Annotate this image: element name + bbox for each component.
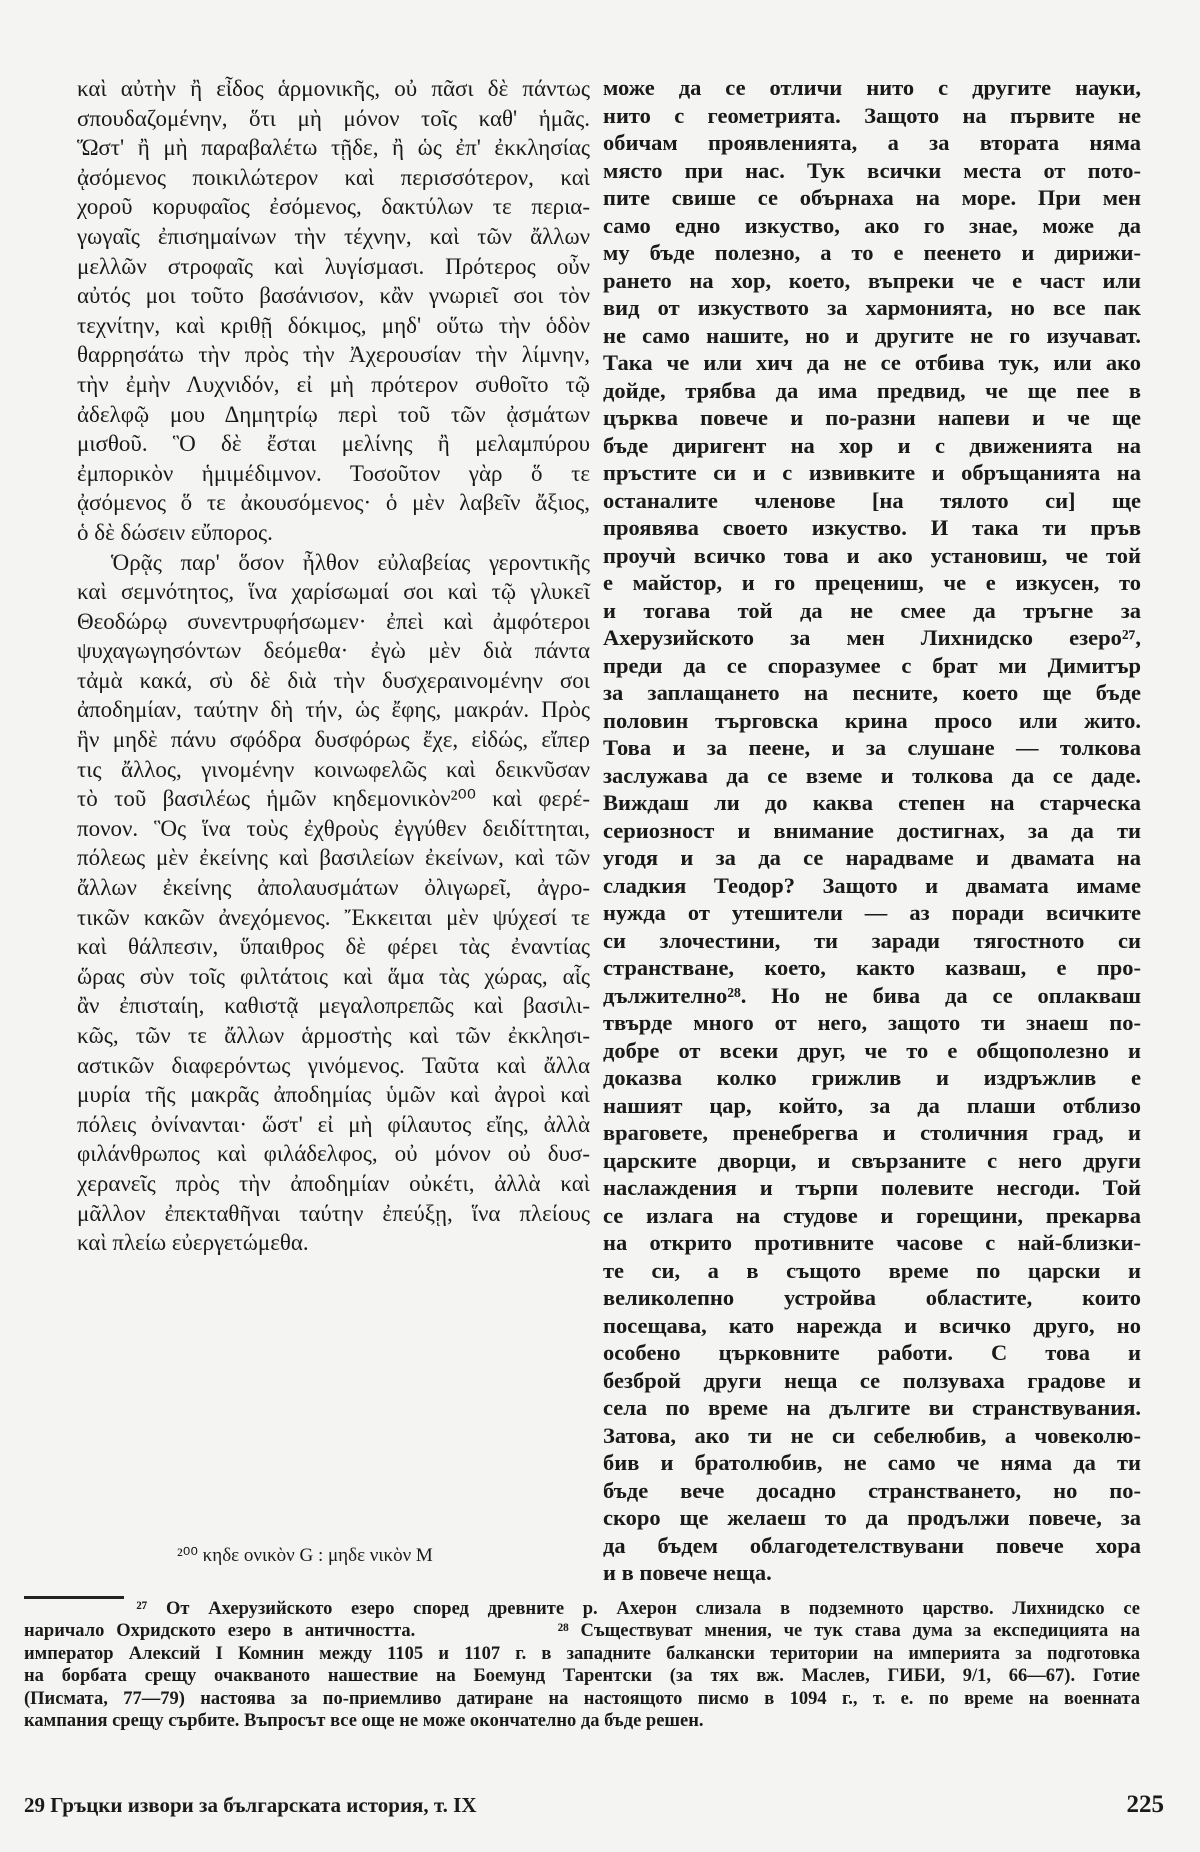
text-line: τἀμὰ κακά, σὺ δὲ διὰ τὴν δυσχεραινομένην σοι — [77, 667, 590, 693]
text-line: αστικῶν διαφερόντως γινόμενος. Ταῦτα καὶ ἄλλα — [77, 1052, 590, 1078]
text-line: посещава, като нарежда и всичко друго, но — [603, 1312, 1141, 1338]
text-line: бъде вече досадно странстването, но по- — [603, 1477, 1141, 1503]
text-line: αὐτός μοι τοῦτο βασάνισον, κἂν γνωριεῖ σοι τὸν — [77, 283, 590, 309]
text-line: τις ἄλλος, γινομένην κοινωφελῶς καὶ δεικνῦσαν — [77, 756, 590, 782]
text-line: ἐμπορικὸν ἡμιμέδιμνον. Τοσοῦτον γὰρ ὅ τε — [77, 460, 590, 486]
text-line: ψυχαγωγησόντων δεόμεθα· ἐγὼ μὲν διὰ πάντα — [77, 638, 590, 664]
text-line: доказва колко грижлив и издръжлив е — [603, 1065, 1141, 1090]
text-line: Това и за пеене, и за слушане — толкова — [603, 735, 1141, 760]
text-line: Ахерузийското за мен Лихнидско езеро²⁷, — [603, 625, 1141, 650]
text-line: проявява своето изкуство. И така ти пръв — [603, 515, 1141, 540]
text-line: да бъдем облагодетелствувани повече хора — [603, 1532, 1141, 1558]
text-line: ἀποδημίαν, ταύτην δὴ τήν, ὡς ἔφης, μακράν. Πρὸς — [77, 697, 590, 723]
text-line: τικῶν κακῶν ἀνεχόμενος. Ἔκκειται μὲν ψύχεσί τε — [77, 904, 590, 930]
text-line: останалите членове [на тялото си] ще — [603, 487, 1141, 513]
text-line: ἂν ἐπισταίη, καθιστᾷ μεγαλοπρεπῶς καὶ βασιλι- — [77, 993, 590, 1019]
text-line: χερανεῖς πρὸς τὴν ἀποδημίαν οὐκέτι, ἀλλὰ καὶ — [77, 1170, 590, 1196]
text-line: пите свише се обърнаха на море. При мен — [603, 185, 1141, 210]
text-line: угодя и за да се нарадваме и двамата на — [603, 845, 1141, 870]
text-line: καὶ αὐτὴν ἢ εἶδος ἁρμονικῆς, οὐ πᾶσι δὲ πάντως — [77, 76, 590, 101]
text-line: καὶ θάλπεσιν, ὕπαιθρος δὲ φέρει τὰς ἐναντίας — [77, 934, 590, 960]
text-line: враговете, пренебрегва и столичния град, и — [603, 1120, 1141, 1145]
text-line: μισθοῦ. Ὃ δὲ ἔσται μελίνης ἢ μελαμπύρου — [77, 431, 590, 457]
text-line: добре от всеки друг, че то е общополезно и — [603, 1037, 1141, 1063]
text-line: може да се отличи нито с другите науки, — [603, 75, 1141, 100]
text-line: сладкия Теодор? Защото и двамата имаме — [603, 872, 1141, 898]
text-line: ᾀσόμενος ποικιλώτερον καὶ περισσότερον, καὶ — [77, 164, 590, 190]
text-line: ὥρας σὺν τοῖς φιλτάτοις καὶ ἅμα τὰς χώρας, αἷς — [77, 963, 590, 989]
text-line: на открито противните часове с най-близки- — [603, 1230, 1141, 1255]
text-line: място при нас. Тук всички места от пото- — [603, 157, 1141, 183]
text-line: твърде много от него, защото ти знаеш по- — [603, 1010, 1141, 1035]
footnote-line: (Писмата, 77—79) настоява за по-приемливо датиране на настоящото писмо в 1094 г., т. е. по време на военната — [24, 1688, 1140, 1709]
text-line: рането на хор, което, въпреки че е част или — [603, 267, 1141, 293]
text-line: му бъде полезно, а то е пеенето и дирижи- — [603, 240, 1141, 265]
text-line: χοροῦ κορυφαῖος ἐσόμενος, δακτύλων τε περια- — [77, 194, 590, 220]
text-line: Така че или хич да не се отбива тук, или ако — [603, 350, 1141, 375]
text-line: села по време на дългите ви странствувания. — [603, 1395, 1141, 1420]
text-line: πόλεως μὲν ἐκείνης καὶ βασιλείων ἐκείνων, καὶ τῶν — [77, 845, 590, 871]
text-line: обичам проявленията, а за втората няма — [603, 130, 1141, 155]
text-line: бъде диригент на хор и с движенията на — [603, 432, 1141, 458]
text-line: половин търговска крина просо или жито. — [603, 707, 1141, 733]
text-line: πόλεις ὀνίνανται· ὥστ' εἰ μὴ φίλαυτος εἴης, ἀλλὰ — [77, 1111, 590, 1137]
text-line: дължително²⁸. Но не бива да се оплакваш — [603, 982, 1141, 1008]
text-line: дойде, трябва да има предвид, че ще пее в — [603, 377, 1141, 403]
text-line: καὶ σεμνότητος, ἵνα χαρίσωμαί σοι καὶ τῷ γλυκεῖ — [77, 579, 590, 605]
text-line: Ὁρᾷς παρ' ὅσον ἦλθον εὐλαβείας γεροντικῆς — [111, 549, 590, 575]
page-number: 225 — [1126, 1791, 1164, 1818]
text-line: особено църковните работи. С това и — [603, 1340, 1141, 1365]
bulgarian-translation-column — [603, 74, 1141, 1587]
text-line: Θεοδώρῳ συνεντρυφήσωμεν· ἐπεὶ καὶ ἀμφότεροι — [77, 608, 590, 634]
text-line: γωγαῖς ἐπισημαίνων τὴν τέχνην, καὶ τῶν ἄλλων — [77, 223, 590, 249]
greek-text-column — [77, 74, 590, 1258]
text-line: πονον. Ὃς ἵνα τοὺς ἐχθροὺς ἐγγύθεν δειδίττηται, — [77, 815, 590, 841]
text-line: τὸ τοῦ βασιλέως ἡμῶν κηδεμονικὸν²⁰⁰ καὶ φερέ- — [77, 786, 590, 812]
text-line: великолепно устройва областите, които — [603, 1285, 1141, 1310]
text-line: ἀδελφῷ μου Δημητρίῳ περὶ τοῦ τῶν ᾀσμάτων — [77, 401, 590, 427]
footnote-line: император Алексий I Комнин между 1105 и 1107 г. в западните балкански територии на империята за подготовка — [24, 1643, 1140, 1664]
text-line: странстване, което, както казваш, е про- — [603, 955, 1141, 980]
text-line: за заплащането на песните, което ще бъде — [603, 680, 1141, 705]
text-line: нашият цар, който, за да плаши отблизо — [603, 1092, 1141, 1118]
footnotes — [24, 1598, 1140, 1732]
text-line: не само нашите, но и другите не го изучават. — [603, 322, 1141, 348]
text-line: μᾶλλον ἐπεκταθῆναι ταύτην ἐπεύξῃ, ἵνα πλείους — [77, 1200, 590, 1226]
text-line: само едно изкуство, ако го знае, може да — [603, 212, 1141, 238]
text-line: се излага на студове и горещини, прекарва — [603, 1202, 1141, 1228]
text-line: Затова, ако ти не си себелюбив, а човеколю- — [603, 1422, 1141, 1448]
text-line: ᾀσόμενος ὅ τε ἀκουσόμενος· ὁ μὲν λαβεῖν ἄξιος, — [77, 490, 590, 516]
text-line: си злочестини, ти заради тягостното си — [603, 927, 1141, 953]
text-line: ἣν μηδὲ πάνυ σφόδρα δυσφόρως ἔχε, εἰδώς, εἴπερ — [77, 727, 590, 753]
text-line: е майстор, и го прецениш, че е изкусен, то — [603, 570, 1141, 595]
text-line: вид от изкуството за хармонията, но все пак — [603, 295, 1141, 320]
text-line: църква повече и по-разни напеви и че ще — [603, 405, 1141, 430]
text-line: заслужава да се вземе и толкова да се даде. — [603, 762, 1141, 788]
text-line: нито с геометрията. Защото на първите не — [603, 102, 1141, 128]
text-line: и тогава той да не смее да тръгне за — [603, 597, 1141, 623]
text-line: наслаждения и търпи полевите несгоди. Той — [603, 1175, 1141, 1200]
text-line: безброй други неща се ползуваха градове и — [603, 1367, 1141, 1393]
text-line: ἄλλων ἐκείνης ἀπολαυσμάτων ὀλιγωρεῖ, ἀγρο- — [77, 875, 590, 901]
text-line: μελλῶν στροφαῖς καὶ λυγίσμασι. Πρότερος οὖν — [77, 253, 590, 279]
text-line: пръстите си и с извивките и обръщанията на — [603, 460, 1141, 485]
text-line: царските дворци, и свързаните с него други — [603, 1147, 1141, 1173]
text-line: скоро ще желаеш то да продължи повече, за — [603, 1505, 1141, 1530]
text-line: θαρρησάτω τὴν πρὸς τὴν Ἀχερουσίαν τὴν λίμνην, — [77, 342, 590, 368]
text-line: и в повече неща. — [603, 1560, 772, 1585]
text-line: ὁ δὲ δώσειν εὔπορος. — [77, 519, 273, 545]
text-line: μυρία τῆς μακρᾶς ἀποδημίας ὑμῶν καὶ ἀγροὶ καὶ — [77, 1082, 590, 1108]
text-line: нужда от утешители — аз поради всичките — [603, 900, 1141, 925]
text-line: те си, а в същото време по царски и — [603, 1257, 1141, 1283]
text-line: τὴν ἐμὴν Λυχνιδόν, εἰ μὴ πρότερον συθοῖτο τῷ — [77, 371, 590, 397]
footnote-line: наричало Охридското езеро в античността. ²⁸ Съществуват мнения, че тук става дума за експедицията на — [24, 1621, 1140, 1642]
book-signature-title: 29 Гръцки извори за българската история, т. IX — [24, 1793, 477, 1817]
text-line: κῶς, τῶν τε ἄλλων ἁρμοστὴς καὶ τῶν ἐκκλησι- — [77, 1023, 590, 1048]
footnote-line: на борбата срещу очакваното нашествие на Боемунд Тарентски (за тях вж. Маслев, ГИБИ, 9/1, 66—67). Готие — [24, 1666, 1140, 1687]
footnote-line: ²⁷ От Ахерузийското езеро според древните р. Ахерон слизала в подземното царство. Лихнидско се — [24, 1599, 1140, 1619]
text-line: Ὥστ' ἢ μὴ παραβαλέτω τῇδε, ἢ ὡς ἐπ' ἐκκλησίας — [77, 135, 590, 161]
critical-apparatus-note: ²⁰⁰ κηδε ονικὸν G : μηδε νικὸν M — [177, 1545, 433, 1566]
text-line: проучѝ всичко това и ако установиш, че той — [603, 542, 1141, 568]
text-line: бив и братолюбив, не само че няма да ти — [603, 1450, 1141, 1475]
text-line: преди да се споразумее с брат ми Димитър — [603, 652, 1141, 678]
text-line: Виждаш ли до каква степен на старческа — [603, 790, 1141, 815]
text-line: τεχνίτην, καὶ κριθῇ δόκιμος, μηδ' οὕτω τὴν ὁδὸν — [77, 312, 590, 338]
text-line: καὶ πλείω εὐεργετώμεθα. — [77, 1230, 309, 1256]
text-line: φιλάνθρωπος καὶ φιλάδελφος, οὐ μόνον οὐ δυσ- — [77, 1141, 590, 1167]
footnote-line: кампания срещу сърбите. Въпросът все още не може окончателно да бъде решен. — [24, 1710, 704, 1731]
text-line: сериозност и внимание достигнах, за да ти — [603, 817, 1141, 843]
text-line: σπουδαζομένην, ὅτι μὴ μόνον τοῖς καθ' ἡμᾶς. — [77, 105, 590, 131]
